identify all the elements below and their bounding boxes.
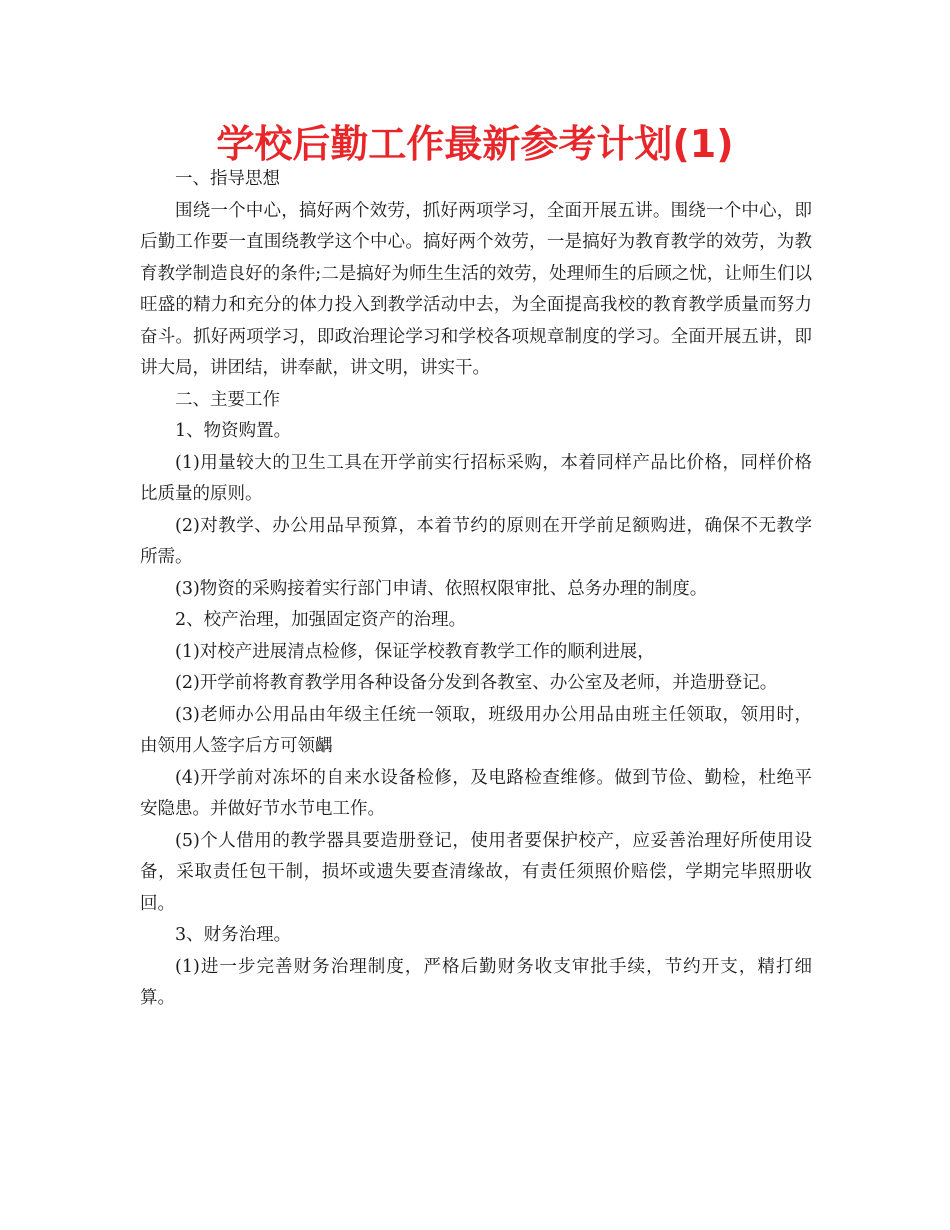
- list-item: (5)个人借用的教学器具要造册登记，使用者要保护校产，应妥善治理好所使用设备，采取责任包干制，损坏或遗失要查清缘故，有责任须照价赔偿，学期完毕照册收回。: [140, 830, 812, 914]
- list-item: (1)进一步完善财务治理制度，严格后勤财务收支审批手续，节约开支，精打细算。: [140, 956, 812, 1008]
- document-title: 学校后勤工作最新参考计划(1): [216, 122, 734, 166]
- paragraph: 围绕一个中心，搞好两个效劳，抓好两项学习，全面开展五讲。围绕一个中心，即后勤工作要一直围绕教学这个中心。搞好两个效劳，一是搞好为教育教学的效劳，为教育教学制造良好的条件;二是搞好为师生生活的效劳，处理师生的后顾之忧，让师生们以旺盛的精力和充分的体力投入到教学活动中去，为全面提高我校的教育教学质量而努力奋斗。抓好两项学习，即政治理论学习和学校各项规章制度的学习。全面开展五讲，即讲大局，讲团结，讲奉献，讲文明，讲实干。: [140, 200, 812, 378]
- list-item: (4)开学前对冻坏的自来水设备检修，及电路检查维修。做到节俭、勤检，杜绝平安隐患。并做好节水节电工作。: [140, 767, 812, 819]
- list-item: (2)开学前将教育教学用各种设备分发到各教室、办公室及老师，并造册登记。: [175, 673, 778, 693]
- subsection-heading: 3、财务治理。: [175, 925, 292, 945]
- list-item: (3)物资的采购接着实行部门申请、依照权限审批、总务办理的制度。: [175, 578, 708, 599]
- list-item: (1)用量较大的卫生工具在开学前实行招标采购，本着同样产品比价格，同样价格比质量的原则。: [140, 452, 812, 504]
- subsection-heading: 1、物资购置。: [175, 421, 292, 441]
- list-item: (3)老师办公用品由年级主任统一领取，班级用办公用品由班主任领取，领用时，由领用人签字后方可领齵: [140, 704, 812, 756]
- document-body: [140, 164, 812, 1015]
- list-item: (1)对校产进展清点检修，保证学校教育教学工作的顺利进展，: [175, 641, 655, 662]
- subsection-heading: 2、校产治理，加强固定资产的治理。: [175, 610, 467, 630]
- section-heading: 一、指导思想: [175, 169, 280, 189]
- section-heading: 二、主要工作: [175, 389, 280, 410]
- list-item: (2)对教学、办公用品早预算，本着节约的原则在开学前足额购进，确保不无教学所需。: [140, 515, 812, 567]
